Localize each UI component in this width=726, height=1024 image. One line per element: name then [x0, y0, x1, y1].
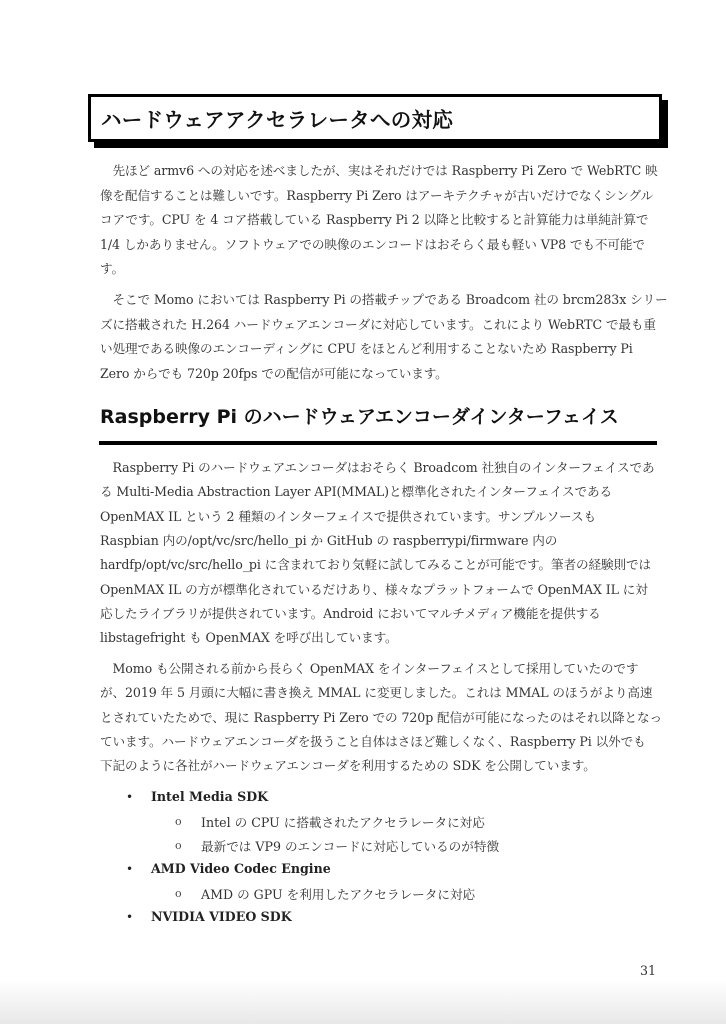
paragraph-line: ズに搭載された H.264 ハードウェアエンコーダに対応しています。これにより WebRTC で最も重 [100, 317, 656, 332]
paragraph-line: ています。ハードウェアエンコーダを扱うこと自体はさほど難しくなく、Raspberry Pi 以外でも [100, 734, 646, 749]
paragraph-line: す。 [100, 261, 124, 276]
paragraph-line: OpenMAX IL という 2 種類のインターフェイスで提供されています。サンプルソースも [100, 509, 597, 524]
sub-list-item: Intel の CPU に搭載されたアクセラレータに対応 [201, 815, 485, 830]
section-heading: ハードウェアアクセラレータへの対応 [101, 108, 454, 132]
paragraph-line: 下記のように各社がハードウェアエンコーダを利用するための SDK を公開しています。 [100, 758, 596, 773]
sub-list-item: AMD の GPU を利用したアクセラレータに対応 [201, 887, 476, 902]
list-item: Intel Media SDK [151, 789, 269, 804]
bullet-icon: • [126, 790, 134, 804]
paragraph-line: Zero からでも 720p 20fps での配信が可能になっています。 [100, 366, 448, 381]
paragraph-line: 先ほど armv6 への対応を述べましたが、実はそれだけでは Raspberry Pi Zero で WebRTC 映 [100, 163, 658, 178]
subsection-heading: Raspberry Pi のハードウェアエンコーダインターフェイス [100, 406, 619, 428]
paragraph-line: そこで Momo においては Raspberry Pi の搭載チップである Broadcom 社の brcm283x シリー [100, 292, 668, 307]
paragraph-line: Raspbian 内の/opt/vc/src/hello_pi か GitHub の raspberrypi/firmware 内の [100, 533, 558, 548]
sub-bullet-icon: o [175, 887, 182, 900]
page-edge-shadow [0, 980, 726, 1024]
list-item: AMD Video Codec Engine [151, 861, 331, 876]
paragraph-line: コアです。CPU を 4 コア搭載している Raspberry Pi 2 以降と比較すると計算能力は単純計算で [100, 212, 649, 227]
paragraph-line: が、2019 年 5 月頭に大幅に書き換え MMAL に変更しました。これは MMAL のほうがより高速 [100, 685, 653, 700]
sub-bullet-icon: o [175, 839, 182, 852]
sub-bullet-icon: o [175, 815, 182, 828]
section-heading-box [88, 94, 662, 142]
paragraph-line: い処理である映像のエンコーディングに CPU をほとんど利用することないため Raspberry Pi [100, 341, 633, 356]
paragraph-line: 応したライブラリが提供されています。Android においてマルチメディア機能を提供する [100, 606, 601, 621]
paragraph-line: る Multi-Media Abstraction Layer API(MMAL)と標準化されたインターフェイスである [100, 484, 612, 499]
list-item: NVIDIA VIDEO SDK [151, 909, 292, 924]
paragraph-line: hardfp/opt/vc/src/hello_pi に含まれており気軽に試してみることが可能です。筆者の経験則では [100, 557, 651, 572]
paragraph-line: Momo も公開される前から長らく OpenMAX をインターフェイスとして採用していたのです [100, 661, 639, 676]
paragraph-line: libstagefright も OpenMAX を呼び出しています。 [100, 630, 398, 645]
heading-rule [99, 441, 657, 445]
paragraph-line: Raspberry Pi のハードウェアエンコーダはおそらく Broadcom 社独自のインターフェイスであ [100, 460, 655, 475]
bullet-icon: • [126, 862, 134, 876]
paragraph-line: OpenMAX IL の方が標準化されているだけあり、様々なプラットフォームで OpenMAX IL に対 [100, 582, 648, 597]
paragraph-line: とされていたためで、現に Raspberry Pi Zero での 720p 配信が可能になったのはそれ以降となっ [100, 710, 662, 725]
bullet-icon: • [126, 910, 134, 924]
page-number: 31 [640, 963, 657, 978]
sub-list-item: 最新では VP9 のエンコードに対応しているのが特徴 [201, 839, 500, 854]
paragraph-line: 像を配信することは難しいです。Raspberry Pi Zero はアーキテクチャが古いだけでなくシングル [100, 188, 654, 203]
paragraph-line: 1/4 しかありません。ソフトウェアでの映像のエンコードはおそらく最も軽い VP8 でも不可能で [100, 237, 645, 252]
